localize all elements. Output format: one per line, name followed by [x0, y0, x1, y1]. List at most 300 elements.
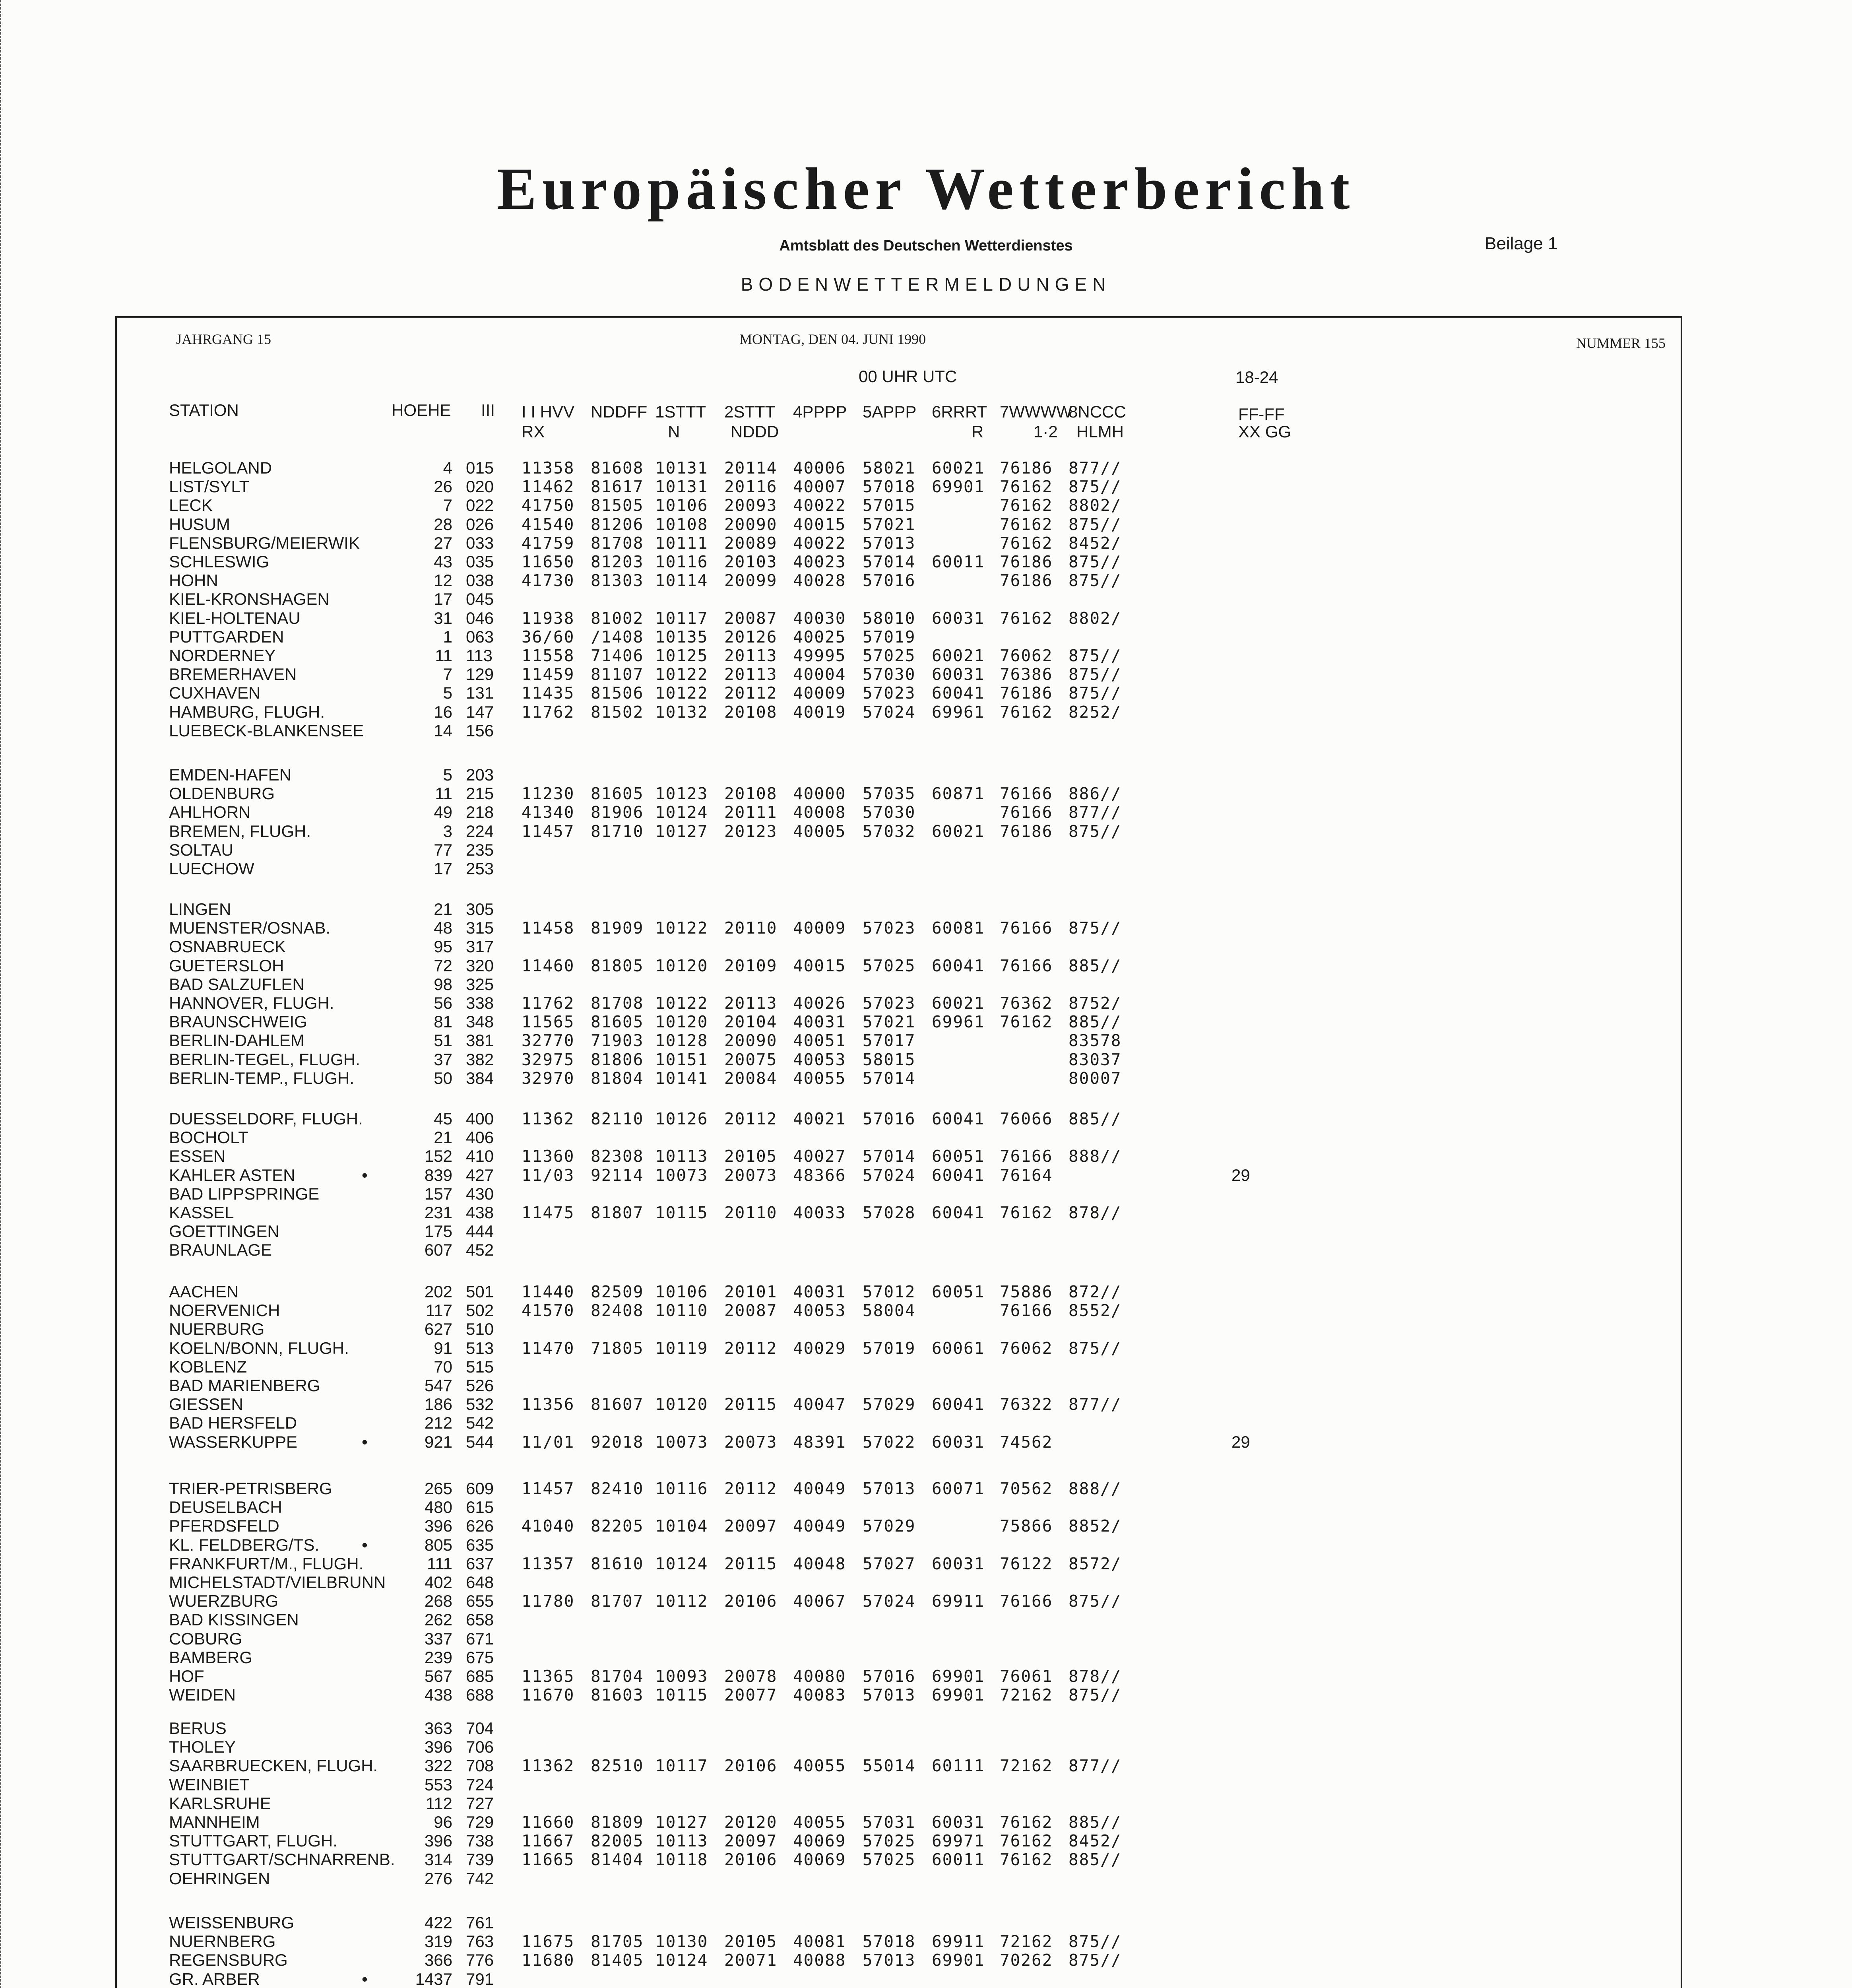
station-number: 738: [466, 1831, 494, 1850]
obs-group: 20089: [724, 533, 778, 553]
station-height: 48: [434, 918, 452, 938]
table-row: [0, 1069, 1852, 1087]
station-number: 515: [466, 1357, 494, 1376]
obs-group: 57018: [863, 477, 916, 497]
station-height: 14: [434, 721, 452, 740]
obs-group: 877//: [1069, 1756, 1122, 1776]
obs-group: 20099: [724, 571, 778, 590]
obs-group: 10114: [655, 571, 708, 590]
table-row: [0, 1610, 1852, 1629]
station-number: 615: [466, 1498, 494, 1517]
obs-group: 10106: [655, 496, 708, 515]
obs-group: 83037: [1069, 1050, 1122, 1069]
obs-group: 10113: [655, 1147, 708, 1166]
obs-group: 69901: [932, 1667, 985, 1686]
station-height: 276: [424, 1869, 452, 1888]
obs-group: 40005: [793, 821, 846, 841]
table-row: [0, 477, 1852, 495]
obs-group: 76162: [1000, 1012, 1053, 1032]
obs-group: 82308: [591, 1147, 644, 1166]
table-row: [0, 665, 1852, 683]
obs-group: 57031: [863, 1813, 916, 1832]
obs-group: 20105: [724, 1147, 778, 1166]
obs-group: 11780: [522, 1592, 575, 1611]
obs-group: 81502: [591, 702, 644, 722]
station-height: 4: [443, 458, 452, 477]
obs-group: 11440: [522, 1282, 575, 1301]
obs-group: 11462: [522, 477, 575, 497]
station-height: 480: [424, 1498, 452, 1517]
obs-group: 40067: [793, 1592, 846, 1611]
station-number: 708: [466, 1756, 494, 1775]
station-number: 400: [466, 1109, 494, 1128]
obs-group: 60051: [932, 1282, 985, 1301]
obs-group: 81002: [591, 608, 644, 628]
obs-group: 10117: [655, 608, 708, 628]
obs-group: 885//: [1069, 1850, 1122, 1870]
station-height: 553: [424, 1775, 452, 1794]
obs-group: 40051: [793, 1031, 846, 1050]
table-row: [0, 1376, 1852, 1394]
obs-group: 81303: [591, 571, 644, 590]
table-row: [0, 458, 1852, 477]
table-row: [0, 822, 1852, 840]
station-height: 438: [424, 1685, 452, 1705]
station-height: 337: [424, 1629, 452, 1648]
obs-group: 32970: [522, 1068, 575, 1088]
obs-group: 875//: [1069, 552, 1122, 571]
obs-group: 40028: [793, 571, 846, 590]
obs-group: 8452/: [1069, 533, 1122, 553]
obs-group: 41340: [522, 803, 575, 822]
table-row: [0, 765, 1852, 784]
obs-group: 81605: [591, 1012, 644, 1032]
obs-group: 76166: [1000, 1592, 1053, 1611]
col-iii: III: [481, 401, 495, 419]
obs-group: 20105: [724, 1932, 778, 1951]
obs-group: 10123: [655, 784, 708, 804]
obs-group: 10116: [655, 552, 708, 571]
obs-group: 81806: [591, 1050, 644, 1069]
col-hoehe: HOEHE: [392, 401, 451, 419]
col-6rrrt: 6RRRT: [932, 402, 987, 421]
obs-group: 20106: [724, 1592, 778, 1611]
station-name: DUESSELDORF, FLUGH.: [169, 1109, 363, 1128]
obs-group: 40025: [793, 627, 846, 646]
station-name: BOCHOLT: [169, 1128, 248, 1147]
obs-group: 20075: [724, 1050, 778, 1069]
obs-group: 20093: [724, 496, 778, 515]
table-row: [0, 1554, 1852, 1573]
station-name: BRAUNSCHWEIG: [169, 1012, 307, 1031]
table-row: [0, 534, 1852, 552]
time-label: 00 UHR UTC: [859, 367, 957, 386]
obs-group: 48366: [793, 1165, 846, 1185]
obs-group: 81603: [591, 1685, 644, 1705]
obs-group: 76164: [1000, 1165, 1053, 1185]
obs-group: 40088: [793, 1951, 846, 1970]
obs-group: 875//: [1069, 1951, 1122, 1970]
obs-group: 20090: [724, 1031, 778, 1050]
obs-group: 20110: [724, 918, 778, 938]
obs-group: 57032: [863, 821, 916, 841]
obs-group: 10116: [655, 1479, 708, 1498]
station-number: 038: [466, 571, 494, 590]
station-number: 742: [466, 1869, 494, 1888]
obs-group: 57019: [863, 1338, 916, 1358]
obs-group: 40031: [793, 1012, 846, 1032]
table-row: [0, 1573, 1852, 1591]
obs-group: 11475: [522, 1203, 575, 1222]
station-name: NOERVENICH: [169, 1301, 280, 1320]
obs-group: 81505: [591, 496, 644, 515]
station-number: 305: [466, 900, 494, 918]
obs-group: 60041: [932, 1203, 985, 1222]
obs-group: 8552/: [1069, 1301, 1122, 1320]
station-height: 45: [434, 1109, 452, 1128]
obs-group: 81708: [591, 994, 644, 1013]
col-8nccc-sub: HLMH: [1076, 422, 1124, 441]
obs-group: 10131: [655, 458, 708, 478]
obs-group: 76162: [1000, 514, 1053, 534]
table-row: [0, 859, 1852, 878]
obs-group: 69961: [932, 1012, 985, 1032]
obs-group: 10119: [655, 1338, 708, 1358]
obs-group: 76166: [1000, 1147, 1053, 1166]
obs-group: 81805: [591, 956, 644, 975]
obs-group: 32975: [522, 1050, 575, 1069]
obs-group: 40009: [793, 683, 846, 703]
station-height: 117: [426, 1301, 452, 1320]
obs-group: 60041: [932, 1109, 985, 1128]
table-row: [0, 900, 1852, 918]
obs-group: 10125: [655, 646, 708, 665]
obs-group: 60021: [932, 994, 985, 1013]
obs-group: 57016: [863, 1109, 916, 1128]
obs-group: 76166: [1000, 1301, 1053, 1320]
obs-group: 10110: [655, 1301, 708, 1320]
station-name: HUSUM: [169, 514, 230, 534]
extra-group: 29: [1231, 1432, 1250, 1451]
obs-group: 40027: [793, 1147, 846, 1166]
obs-group: 57027: [863, 1554, 916, 1573]
obs-group: 40026: [793, 994, 846, 1013]
station-height: 202: [424, 1282, 452, 1301]
obs-group: 11362: [522, 1109, 575, 1128]
station-name: STUTTGART, FLUGH.: [169, 1831, 337, 1850]
date-label: MONTAG, DEN 04. JUNI 1990: [739, 331, 926, 347]
station-number: 791: [466, 1969, 494, 1988]
table-row: [0, 841, 1852, 859]
obs-group: 20077: [724, 1685, 778, 1705]
obs-group: 8802/: [1069, 608, 1122, 628]
table-row: [0, 1128, 1852, 1146]
station-height: 366: [424, 1951, 452, 1970]
table-row: [0, 1479, 1852, 1497]
station-name: ESSEN: [169, 1147, 226, 1166]
obs-group: 10115: [655, 1203, 708, 1222]
obs-group: 60021: [932, 646, 985, 665]
obs-group: 60061: [932, 1338, 985, 1358]
table-row: [0, 784, 1852, 802]
station-number: 704: [466, 1719, 494, 1738]
table-row: [0, 515, 1852, 533]
station-height: 805: [424, 1535, 452, 1554]
obs-group: 81405: [591, 1951, 644, 1970]
obs-group: 875//: [1069, 646, 1122, 665]
obs-group: 20113: [724, 646, 778, 665]
obs-group: 76186: [1000, 683, 1053, 703]
obs-group: 60111: [932, 1756, 985, 1776]
obs-group: 877//: [1069, 458, 1122, 478]
station-name: KIEL-HOLTENAU: [169, 608, 301, 627]
obs-group: 60031: [932, 665, 985, 684]
obs-group: 10073: [655, 1165, 708, 1185]
station-number: 444: [466, 1222, 494, 1241]
obs-group: 8252/: [1069, 702, 1122, 722]
table-row: [0, 1775, 1852, 1794]
obs-group: 20113: [724, 994, 778, 1013]
station-name: OLDENBURG: [169, 784, 275, 803]
table-row: [0, 1756, 1852, 1774]
obs-group: 20112: [724, 1109, 778, 1128]
station-number: 739: [466, 1850, 494, 1869]
station-name: MUENSTER/OSNAB.: [169, 918, 331, 938]
station-number: 452: [466, 1241, 494, 1260]
table-row: [0, 1970, 1852, 1988]
obs-group: 40069: [793, 1831, 846, 1851]
station-height: 319: [424, 1932, 452, 1951]
obs-group: 20104: [724, 1012, 778, 1032]
station-name: SAARBRUECKEN, FLUGH.: [169, 1756, 378, 1775]
obs-group: 76186: [1000, 571, 1053, 590]
obs-group: 8752/: [1069, 994, 1122, 1013]
table-row: [0, 1147, 1852, 1165]
table-row: [0, 1282, 1852, 1301]
station-number: 384: [466, 1068, 494, 1087]
station-name: LUEBECK-BLANKENSEE: [169, 721, 364, 740]
obs-group: 76162: [1000, 608, 1053, 628]
station-height: 363: [424, 1719, 452, 1738]
obs-group: 40083: [793, 1685, 846, 1705]
obs-group: 76322: [1000, 1395, 1053, 1414]
station-number: 215: [466, 784, 494, 803]
obs-group: 10135: [655, 627, 708, 646]
obs-group: 11762: [522, 994, 575, 1013]
station-height: 111: [427, 1554, 452, 1573]
station-name: GOETTINGEN: [169, 1222, 279, 1241]
obs-group: 20114: [724, 458, 778, 478]
station-height: 95: [434, 937, 452, 956]
table-row: [0, 1592, 1852, 1610]
table-row: [0, 994, 1852, 1012]
obs-group: 76062: [1000, 646, 1053, 665]
station-height: 1: [443, 627, 452, 646]
obs-group: 57014: [863, 1147, 916, 1166]
station-number: 033: [466, 533, 494, 552]
obs-group: 11460: [522, 956, 575, 975]
obs-group: 70562: [1000, 1479, 1053, 1498]
station-number: 438: [466, 1203, 494, 1222]
obs-group: 20097: [724, 1831, 778, 1851]
obs-group: 82510: [591, 1756, 644, 1776]
station-name: TRIER-PETRISBERG: [169, 1479, 332, 1498]
obs-group: 885//: [1069, 1109, 1122, 1128]
table-row: [0, 1719, 1852, 1737]
table-row: [0, 1913, 1852, 1932]
station-number: 637: [466, 1554, 494, 1573]
station-height: 402: [424, 1573, 452, 1592]
station-name: KAHLER ASTEN: [169, 1165, 295, 1184]
table-row: [0, 975, 1852, 993]
table-row: [0, 571, 1852, 589]
obs-group: 72162: [1000, 1756, 1053, 1776]
station-number: 655: [466, 1592, 494, 1611]
station-height: 152: [424, 1147, 452, 1166]
obs-group: 888//: [1069, 1479, 1122, 1498]
obs-group: 10073: [655, 1432, 708, 1452]
obs-group: 40080: [793, 1667, 846, 1686]
obs-group: 10126: [655, 1109, 708, 1128]
obs-group: 11675: [522, 1932, 575, 1951]
station-number: 635: [466, 1535, 494, 1554]
obs-group: 40015: [793, 514, 846, 534]
obs-group: 11356: [522, 1395, 575, 1414]
station-number: 015: [466, 458, 494, 477]
obs-group: 20084: [724, 1068, 778, 1088]
obs-group: 40049: [793, 1479, 846, 1498]
station-height: 98: [434, 975, 452, 994]
obs-group: 60081: [932, 918, 985, 938]
obs-group: 57013: [863, 1479, 916, 1498]
obs-group: 76362: [1000, 994, 1053, 1013]
obs-group: 20116: [724, 477, 778, 497]
obs-group: 60021: [932, 821, 985, 841]
obs-group: 20113: [724, 665, 778, 684]
station-name: WUERZBURG: [169, 1592, 279, 1611]
obs-group: 82509: [591, 1282, 644, 1301]
obs-group: 41540: [522, 514, 575, 534]
obs-group: 11459: [522, 665, 575, 684]
station-name: OEHRINGEN: [169, 1869, 270, 1888]
obs-group: 60051: [932, 1147, 985, 1166]
obs-group: 40030: [793, 608, 846, 628]
obs-group: 20108: [724, 702, 778, 722]
obs-group: 11365: [522, 1667, 575, 1686]
station-height: 1437: [415, 1969, 452, 1988]
obs-group: 10120: [655, 1395, 708, 1414]
station-height: 16: [434, 702, 452, 721]
obs-group: 92114: [591, 1165, 644, 1185]
station-height: 262: [424, 1610, 452, 1629]
obs-group: 20103: [724, 552, 778, 571]
table-row: [0, 1395, 1852, 1413]
station-number: 648: [466, 1573, 494, 1592]
obs-group: 20112: [724, 683, 778, 703]
station-height: 70: [434, 1357, 452, 1376]
station-name: GIESSEN: [169, 1395, 243, 1414]
obs-group: 20078: [724, 1667, 778, 1686]
station-number: 544: [466, 1432, 494, 1451]
obs-group: 57029: [863, 1516, 916, 1536]
station-name: WEISSENBURG: [169, 1913, 295, 1932]
station-number: 129: [466, 665, 494, 684]
station-height: 5: [443, 765, 452, 784]
obs-group: 40055: [793, 1068, 846, 1088]
obs-group: 875//: [1069, 477, 1122, 497]
station-name: WEIDEN: [169, 1685, 236, 1705]
obs-group: 10124: [655, 803, 708, 822]
obs-group: 57012: [863, 1282, 916, 1301]
obs-group: 57025: [863, 1850, 916, 1870]
station-height: 12: [434, 571, 452, 590]
obs-group: 60041: [932, 683, 985, 703]
station-name: HAMBURG, FLUGH.: [169, 702, 325, 721]
obs-group: 76166: [1000, 784, 1053, 804]
obs-group: 76162: [1000, 1813, 1053, 1832]
obs-group: 36/60: [522, 627, 575, 646]
obs-group: 885//: [1069, 956, 1122, 975]
table-row: [0, 1357, 1852, 1376]
station-name: HELGOLAND: [169, 458, 272, 477]
col-ff: FF-FF: [1238, 405, 1285, 423]
obs-group: 40023: [793, 552, 846, 571]
station-number: 147: [466, 702, 494, 721]
obs-group: 10106: [655, 1282, 708, 1301]
station-height: 28: [434, 514, 452, 534]
station-height: 268: [424, 1592, 452, 1611]
col-4pppp: 4PPPP: [793, 402, 847, 421]
station-name: EMDEN-HAFEN: [169, 765, 292, 784]
table-row: [0, 1667, 1852, 1685]
obs-group: 20109: [724, 956, 778, 975]
obs-group: 81608: [591, 458, 644, 478]
obs-group: 57028: [863, 1203, 916, 1222]
station-height: 91: [434, 1338, 452, 1357]
obs-group: 40022: [793, 533, 846, 553]
station-height: 239: [424, 1648, 452, 1667]
col-xxgg: XX GG: [1238, 422, 1292, 441]
obs-group: 57025: [863, 646, 916, 665]
obs-group: 81809: [591, 1813, 644, 1832]
obs-group: 81704: [591, 1667, 644, 1686]
obs-group: 41759: [522, 533, 575, 553]
obs-group: 60031: [932, 1813, 985, 1832]
section-title: BODENWETTERMELDUNGEN: [741, 274, 1111, 295]
obs-group: 57023: [863, 994, 916, 1013]
station-number: 671: [466, 1629, 494, 1648]
station-name: HOF: [169, 1667, 204, 1685]
obs-group: 10108: [655, 514, 708, 534]
station-name: AACHEN: [169, 1282, 239, 1301]
obs-group: 8802/: [1069, 496, 1122, 515]
obs-group: 872//: [1069, 1282, 1122, 1301]
obs-group: 875//: [1069, 571, 1122, 590]
table-row: [0, 683, 1852, 702]
station-name: WASSERKUPPE: [169, 1432, 297, 1451]
station-name: GR. ARBER: [169, 1969, 260, 1988]
obs-group: 81710: [591, 821, 644, 841]
station-height: 3: [443, 821, 452, 841]
station-height: 31: [434, 608, 452, 627]
table-row: [0, 1932, 1852, 1950]
station-name: KASSEL: [169, 1203, 234, 1222]
obs-group: 76162: [1000, 1831, 1053, 1851]
obs-group: 10115: [655, 1685, 708, 1705]
obs-group: 11558: [522, 646, 575, 665]
station-number: 542: [466, 1413, 494, 1433]
station-name: DEUSELBACH: [169, 1498, 282, 1517]
